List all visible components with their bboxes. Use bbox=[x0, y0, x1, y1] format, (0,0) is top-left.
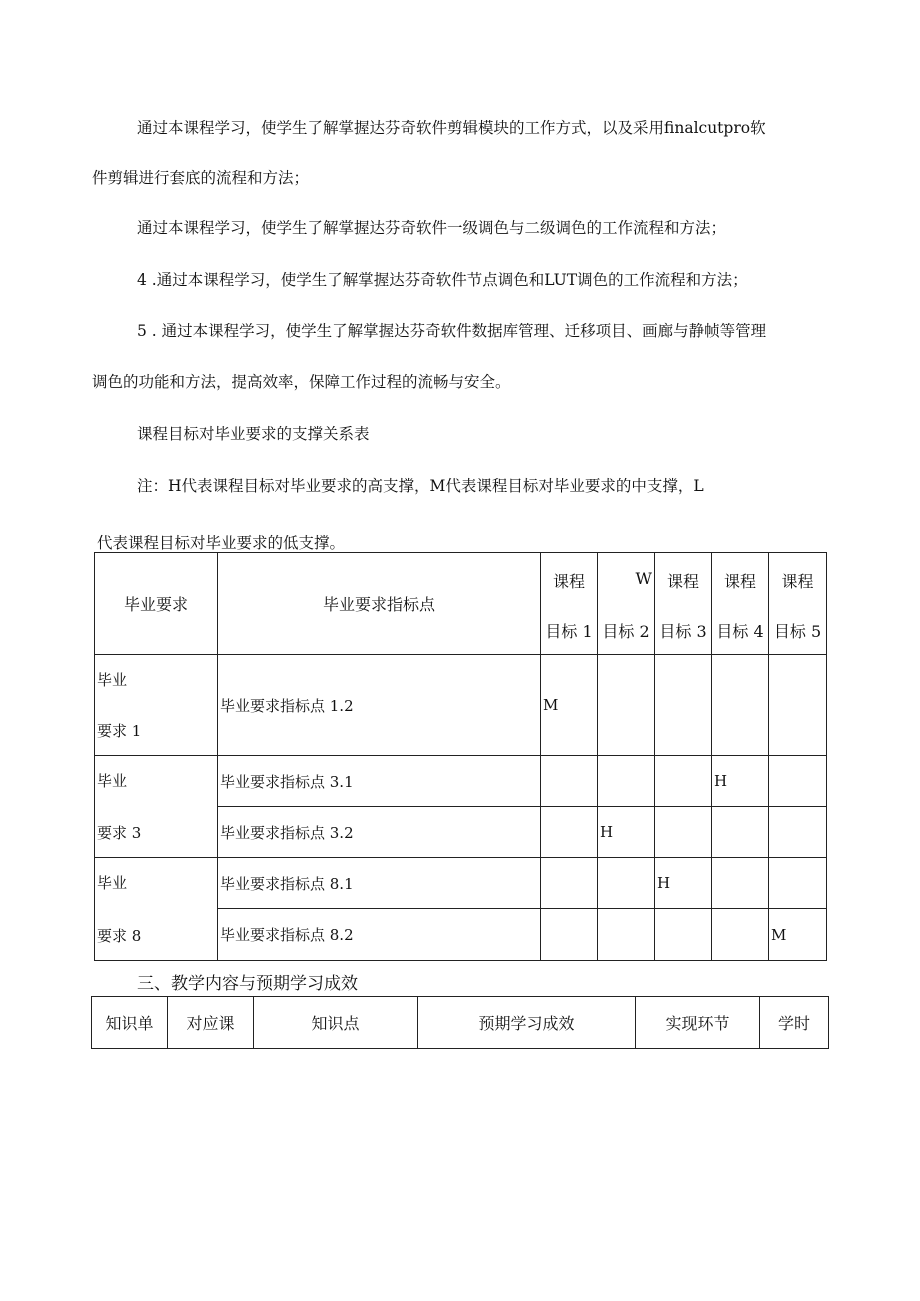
support-mark: M bbox=[769, 909, 827, 961]
requirement-label-top: 毕业 bbox=[97, 874, 128, 892]
goal-label-top: W bbox=[635, 569, 652, 588]
paragraph-1-line-2: 件剪辑进行套底的流程和方法； bbox=[92, 169, 310, 187]
header-knowledge-point: 知识点 bbox=[254, 997, 418, 1049]
header-corresponding-course: 对应课 bbox=[168, 997, 254, 1049]
goal-label-bottom: 目标 4 bbox=[716, 622, 764, 641]
support-mark bbox=[769, 756, 827, 807]
support-mark: H bbox=[598, 807, 655, 858]
support-mark bbox=[712, 858, 769, 909]
support-mark bbox=[655, 909, 712, 961]
header-goal-3 bbox=[655, 553, 712, 655]
requirement-cell bbox=[95, 655, 218, 756]
header-graduation-requirement: 毕业要求 bbox=[95, 553, 218, 655]
goal-label-top: 课程 bbox=[552, 572, 585, 591]
goal-label-top: 课程 bbox=[666, 572, 699, 591]
goal-label-bottom: 目标 5 bbox=[773, 622, 822, 641]
support-mark: H bbox=[712, 756, 769, 807]
support-mark bbox=[769, 858, 827, 909]
content-table bbox=[91, 996, 829, 1049]
note-line-1: 注：H代表课程目标对毕业要求的高支撑，M代表课程目标对毕业要求的中支撑，L bbox=[137, 477, 704, 495]
indicator-cell: 毕业要求指标点 3.2 bbox=[218, 807, 541, 858]
indicator-cell: 毕业要求指标点 8.2 bbox=[218, 909, 541, 961]
table-title: 课程目标对毕业要求的支撑关系表 bbox=[137, 425, 370, 443]
support-mark bbox=[769, 655, 827, 756]
support-mark bbox=[712, 909, 769, 961]
support-mark bbox=[655, 756, 712, 807]
table-header-row bbox=[95, 553, 827, 655]
support-mark bbox=[541, 756, 598, 807]
requirement-label-top: 毕业 bbox=[97, 772, 128, 790]
note-line-2: 代表课程目标对毕业要求的低支撑。 bbox=[97, 534, 346, 552]
requirement-label-top: 毕业 bbox=[97, 671, 128, 689]
goal-label-top: 课程 bbox=[723, 572, 756, 591]
support-mark bbox=[598, 655, 655, 756]
support-mark bbox=[541, 858, 598, 909]
paragraph-4-line-2: 调色的功能和方法，提高效率，保障工作过程的流畅与安全。 bbox=[92, 373, 511, 391]
requirement-label-bottom: 要求 8 bbox=[97, 927, 142, 945]
support-mark bbox=[655, 655, 712, 756]
support-mark bbox=[598, 858, 655, 909]
requirement-label-bottom: 要求 3 bbox=[97, 824, 142, 842]
header-implementation: 实现环节 bbox=[636, 997, 760, 1049]
header-goal-4 bbox=[712, 553, 769, 655]
paragraph-1-line-1: 通过本课程学习，使学生了解掌握达芬奇软件剪辑模块的工作方式，以及采用finalcutpro软 bbox=[137, 119, 766, 137]
header-indicator: 毕业要求指标点 bbox=[218, 553, 541, 655]
table-row bbox=[95, 756, 827, 807]
header-knowledge-unit: 知识单 bbox=[92, 997, 168, 1049]
support-mark bbox=[712, 655, 769, 756]
header-goal-1 bbox=[541, 553, 598, 655]
indicator-cell: 毕业要求指标点 3.1 bbox=[218, 756, 541, 807]
header-hours: 学时 bbox=[760, 997, 829, 1049]
support-mark bbox=[655, 807, 712, 858]
support-mark: M bbox=[541, 655, 598, 756]
paragraph-2: 通过本课程学习，使学生了解掌握达芬奇软件一级调色与二级调色的工作流程和方法； bbox=[137, 219, 727, 237]
support-mark bbox=[541, 807, 598, 858]
content-table-header-row bbox=[92, 997, 829, 1049]
section-3-heading: 三、教学内容与预期学习成效 bbox=[137, 974, 358, 994]
table-row bbox=[95, 858, 827, 909]
requirement-cell bbox=[95, 756, 218, 858]
goal-label-bottom: 目标 1 bbox=[545, 622, 593, 641]
goal-label-bottom: 目标 2 bbox=[602, 622, 650, 641]
requirement-label-bottom: 要求 1 bbox=[97, 722, 142, 740]
goal-label-top: 课程 bbox=[781, 572, 814, 591]
support-mark bbox=[541, 909, 598, 961]
support-mark bbox=[598, 909, 655, 961]
support-mark: H bbox=[655, 858, 712, 909]
paragraph-4-line-1: 5 . 通过本课程学习，使学生了解掌握达芬奇软件数据库管理、迁移项目、画廊与静帧等管理 bbox=[137, 322, 767, 340]
header-goal-2 bbox=[598, 553, 655, 655]
support-mark bbox=[598, 756, 655, 807]
paragraph-3: 4 .通过本课程学习，使学生了解掌握达芬奇软件节点调色和LUT调色的工作流程和方法； bbox=[137, 271, 748, 289]
indicator-cell: 毕业要求指标点 8.1 bbox=[218, 858, 541, 909]
table-row bbox=[95, 655, 827, 756]
indicator-cell: 毕业要求指标点 1.2 bbox=[218, 655, 541, 756]
support-table bbox=[94, 552, 827, 961]
goal-label-bottom: 目标 3 bbox=[659, 622, 707, 641]
support-mark bbox=[769, 807, 827, 858]
header-expected-outcome: 预期学习成效 bbox=[418, 997, 636, 1049]
requirement-cell bbox=[95, 858, 218, 961]
header-goal-5 bbox=[769, 553, 827, 655]
support-mark bbox=[712, 807, 769, 858]
